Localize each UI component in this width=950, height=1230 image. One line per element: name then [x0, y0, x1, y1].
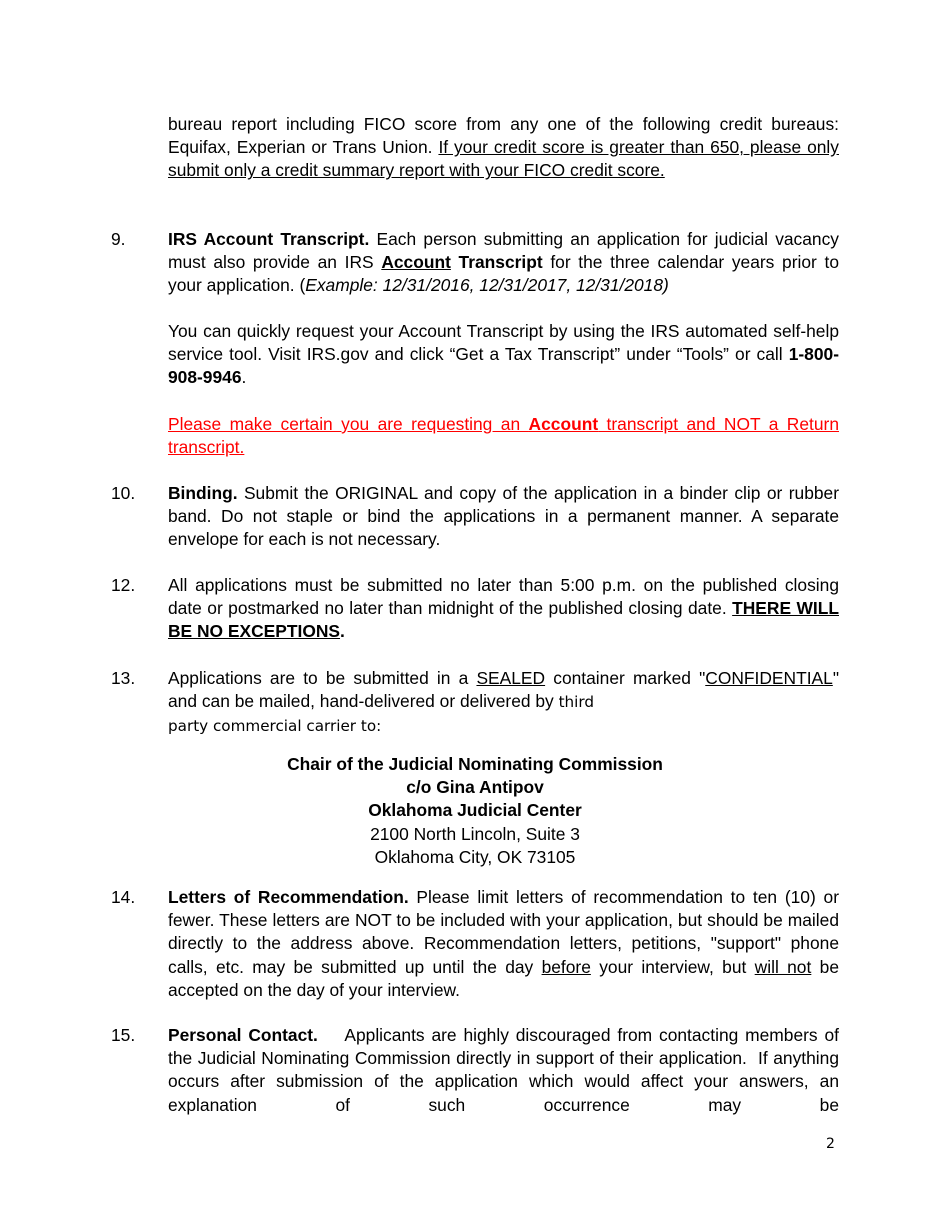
credit-score-note: If your credit score is greater than 650, please only submit only a credit summary report with your FICO credit score. — [168, 137, 839, 181]
transcript-word: Transcript — [450, 252, 543, 273]
item-12-end: . — [340, 621, 345, 642]
item-13-text3: " and can be mailed, hand-delivered or delivered by — [168, 668, 839, 712]
page-number: 2 — [826, 1136, 835, 1152]
credit-report-continuation — [168, 113, 839, 183]
address-line-3: Oklahoma Judicial Center — [368, 800, 582, 821]
before-word: before — [541, 956, 591, 977]
item-9-text: Each person submitting an application for judicial vacancy must also provide an IRS — [168, 229, 839, 273]
item-13-carrier-2: party commercial carrier to: — [168, 717, 382, 736]
item-9-request-instructions — [168, 320, 839, 390]
address-line-1: Chair of the Judicial Nominating Commission — [287, 754, 663, 774]
credit-text: bureau report including FICO score from any one of the following credit bureaus: Equifax, Experian or Trans Union. — [168, 114, 839, 158]
will-not-words: will not — [754, 956, 812, 977]
item-14-text2: your interview, but — [590, 956, 755, 977]
item-10-heading: Binding. — [168, 483, 238, 503]
item-13-number: 13. — [111, 668, 136, 688]
item-14-number: 14. — [111, 887, 136, 907]
item-13-text1: Applications are to be submitted in a — [168, 668, 477, 688]
warning-account-word: Account — [528, 414, 599, 434]
item-13-carrier-1: third — [558, 693, 594, 712]
item-10-number: 10. — [111, 483, 136, 503]
item-14-heading: Letters of Recommendation. — [168, 887, 409, 907]
address-line-5: Oklahoma City, OK 73105 — [374, 846, 576, 867]
item-13-text2: container marked " — [545, 668, 706, 688]
request-text: You can quickly request your Account Transcript by using the IRS automated self-help service tool. Visit IRS.gov and click “Get a Tax Transcript” under “Tools” or call — [168, 321, 839, 365]
item-9-irs-transcript — [168, 228, 839, 298]
item-9-number: 9. — [111, 229, 126, 249]
item-10-text: Submit the ORIGINAL and copy of the application in a binder clip or rubber band. Do not staple or bind the applications in a permanent manner. A separate envelope for each is not necessary. — [168, 483, 839, 550]
sealed-word: SEALED — [476, 668, 546, 688]
commission-address — [168, 753, 782, 869]
item-15-personal-contact — [168, 1024, 844, 1117]
item-15-number: 15. — [111, 1025, 136, 1045]
item-14-letters — [168, 886, 839, 1002]
address-line-2: c/o Gina Antipov — [406, 777, 544, 798]
item-12-text: All applications must be submitted no later than 5:00 p.m. on the published closing date or postmarked no later than midnight of the published closing date. — [168, 575, 839, 619]
address-line-4: 2100 North Lincoln, Suite 3 — [370, 823, 580, 844]
item-9-warning — [168, 413, 839, 459]
irs-phone-number: 1-800-908-9946 — [168, 344, 839, 388]
item-9-text2: for the three calendar years prior to your application. ( — [168, 252, 839, 296]
no-exceptions-notice: THERE WILL BE NO EXCEPTIONS — [168, 598, 839, 642]
warning-text2: transcript and NOT a Return transcript. — [168, 414, 839, 458]
item-15-text: Applicants are highly discouraged from contacting members of the Judicial Nominating Commission directly in support of their application. If anything occurs after submission of the application which would affect your answers, an explanation of such occurrence may be — [168, 1025, 844, 1115]
item-13-submission — [168, 667, 839, 739]
request-end: . — [241, 367, 247, 388]
item-12-deadline — [168, 574, 839, 644]
item-14-text3: be accepted on the day of your interview. — [168, 956, 839, 1000]
item-12-number: 12. — [111, 575, 136, 595]
item-9-heading: IRS Account Transcript. — [168, 229, 370, 249]
item-15-heading: Personal Contact. — [168, 1025, 318, 1045]
account-word: Account — [381, 252, 451, 273]
confidential-word: CONFIDENTIAL — [705, 668, 833, 688]
warning-text1: Please make certain you are requesting an — [168, 414, 529, 434]
item-14-text1: Please limit letters of recommendation to ten (10) or fewer. These letters are NOT to be included with your application, but should be mailed directly to the address above. Recommendation letters, petitions, "support" phone calls, etc. may be submitted up until the day — [168, 887, 839, 977]
item-9-example: Example: 12/31/2016, 12/31/2017, 12/31/2018) — [305, 275, 669, 296]
item-10-binding — [168, 482, 839, 552]
